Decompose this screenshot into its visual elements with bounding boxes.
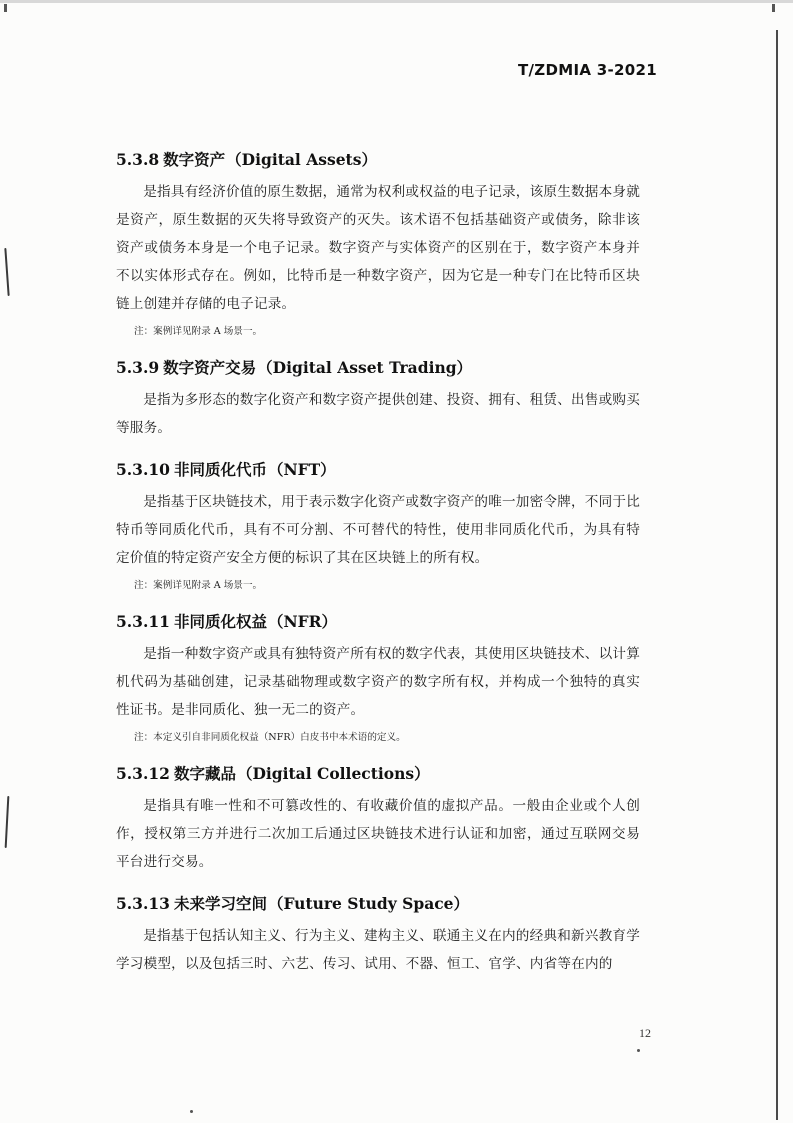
section-number: 5.3.12: [116, 764, 170, 783]
page-number: 12: [639, 1026, 651, 1040]
section-number: 5.3.13: [116, 894, 170, 913]
scan-dot: [190, 1110, 193, 1113]
section-title-cn: 数字藏品: [173, 764, 236, 783]
section-heading: [116, 764, 640, 784]
section-title-en: （Digital Asset Trading）: [257, 358, 473, 377]
document-body: [116, 150, 640, 978]
scan-corner-mark: [4, 4, 7, 12]
scan-corner-mark: [772, 4, 775, 12]
section-title-en: （Digital Assets）: [226, 150, 377, 169]
section-5-3-11: [116, 612, 640, 746]
scan-dot: [637, 1049, 640, 1052]
section-title-en: （NFT）: [267, 460, 336, 479]
page-edge-top: [0, 0, 793, 3]
section-number: 5.3.10: [116, 460, 170, 479]
section-body: 是指一种数字资产或具有独特资产所有权的数字代表，其使用区块链技术、以计算机代码为基础创建，记录基础物理或数字资产的数字所有权，并构成一个独特的真实性证书。是非同质化、独一无二的资产。: [116, 646, 640, 718]
section-5-3-12: [116, 764, 640, 876]
section-title-en: （NFR）: [267, 612, 338, 631]
document-code: T/ZDMIA 3-2021: [518, 61, 657, 79]
section-body: 是指具有经济价值的原生数据，通常为权利或权益的电子记录，该原生数据本身就是资产，原生数据的灭失将导致资产的灭失。该术语不包括基础资产或债务，除非该资产或债务本身是一个电子记录。数字资产与实体资产的区别在于，数字资产本身并不以实体形式存在。例如，比特币是一种数字资产，因为它是一种专门在比特币区块链上创建并存储的电子记录。: [116, 184, 640, 312]
section-number: 5.3.8: [116, 150, 160, 169]
section-note: 注：案例详见附录 A 场景一。: [134, 580, 263, 591]
section-heading: [116, 460, 640, 480]
section-body: 是指基于区块链技术，用于表示数字化资产或数字资产的唯一加密令牌，不同于比特币等同质化代币，具有不可分割、不可替代的特性，使用非同质化代币，为具有特定价值的特定资产安全方便的标识了其在区块链上的所有权。: [116, 494, 640, 566]
section-5-3-13: [116, 894, 640, 978]
section-body: 是指具有唯一性和不可篡改性的、有收藏价值的虚拟产品。一般由企业或个人创作，授权第三方并进行二次加工后通过区块链技术进行认证和加密，通过互联网交易平台进行交易。: [116, 798, 640, 870]
section-title-cn: 非同质化代币: [173, 460, 267, 479]
page-edge-right: [776, 30, 778, 1120]
section-heading: [116, 894, 640, 914]
section-body: 是指基于包括认知主义、行为主义、建构主义、联通主义在内的经典和新兴教育学学习模型，以及包括三时、六艺、传习、试用、不器、恒工、官学、内省等在内的: [116, 928, 640, 972]
section-heading: [116, 150, 640, 170]
section-5-3-9: [116, 358, 640, 442]
scan-mark: [5, 796, 10, 848]
section-heading: [116, 358, 640, 378]
section-5-3-8: [116, 150, 640, 340]
section-title-en: （Digital Collections）: [236, 764, 430, 783]
section-title-cn: 数字资产交易: [163, 358, 257, 377]
section-title-cn: 数字资产: [163, 150, 226, 169]
section-heading: [116, 612, 640, 632]
section-note: 注：案例详见附录 A 场景一。: [134, 326, 263, 337]
section-5-3-10: [116, 460, 640, 594]
section-number: 5.3.9: [116, 358, 160, 377]
section-title-cn: 未来学习空间: [173, 894, 267, 913]
scan-mark: [4, 248, 9, 296]
section-title-cn: 非同质化权益: [173, 612, 267, 631]
section-note: 注：本定义引自非同质化权益（NFR）白皮书中本术语的定义。: [134, 732, 406, 743]
section-body: 是指为多形态的数字化资产和数字资产提供创建、投资、拥有、租赁、出售或购买等服务。: [116, 392, 640, 436]
section-number: 5.3.11: [116, 612, 170, 631]
section-title-en: （Future Study Space）: [267, 894, 470, 913]
